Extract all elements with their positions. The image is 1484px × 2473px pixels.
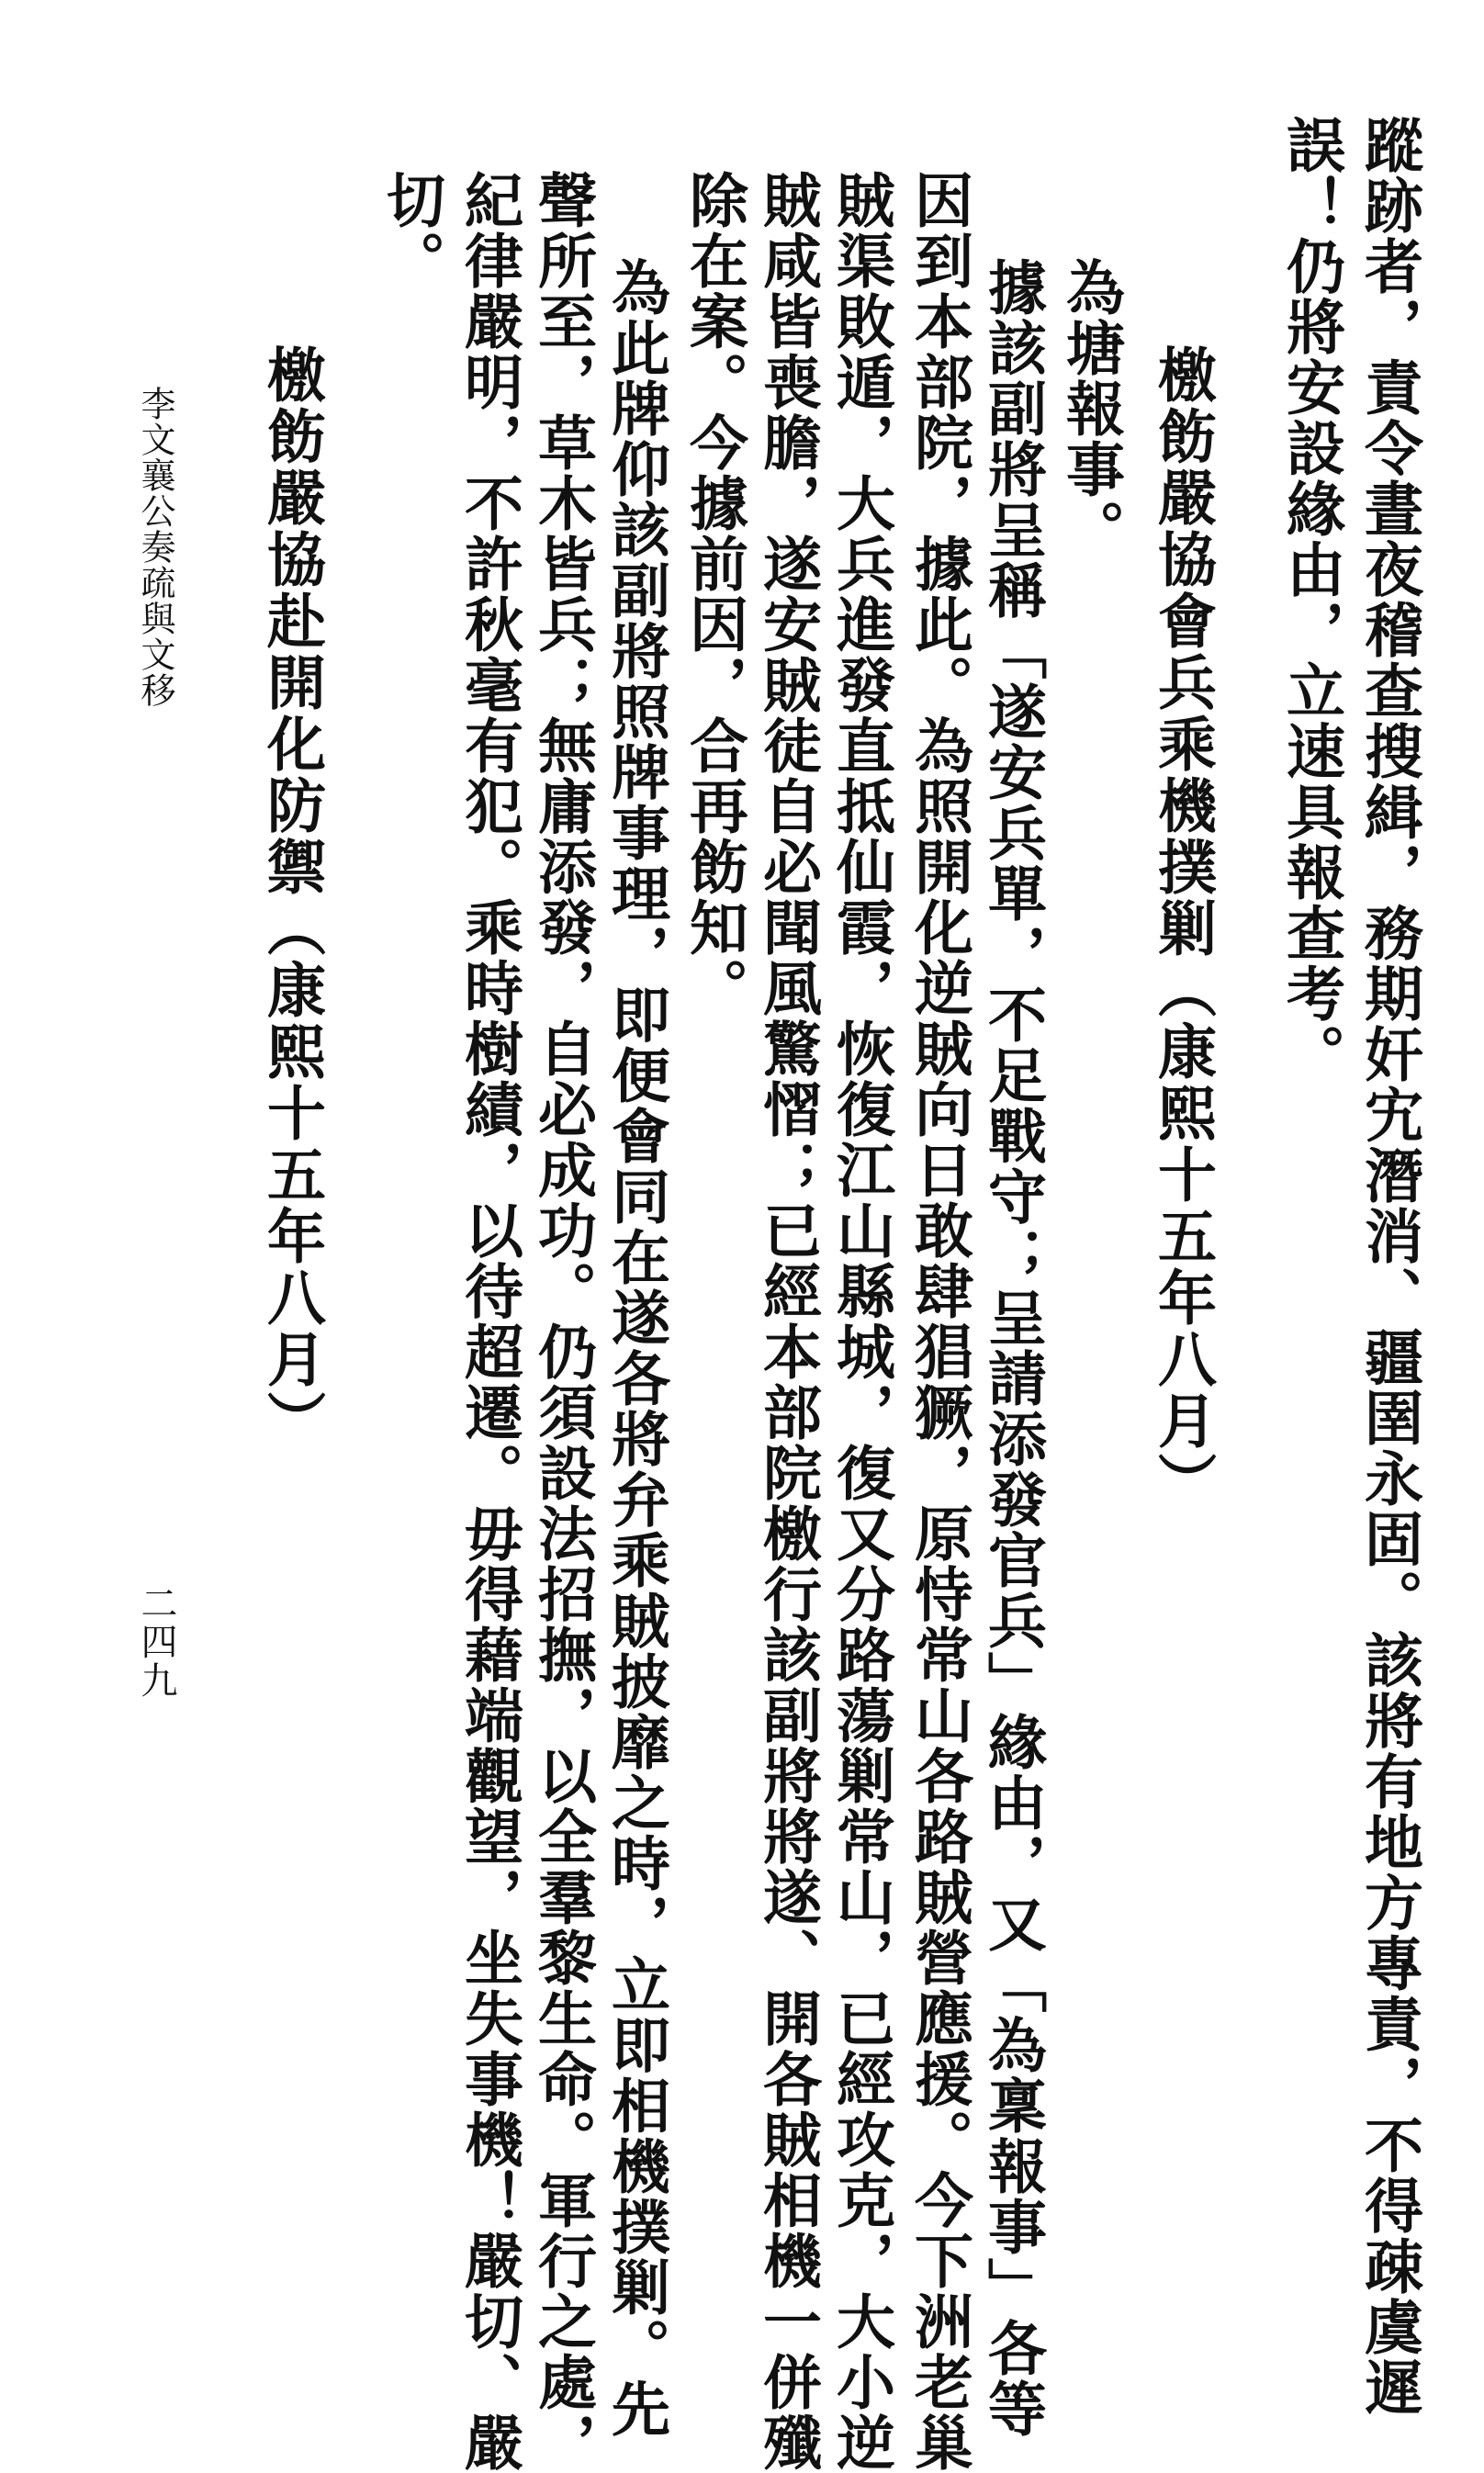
text-column-2: 誤！仍將安設緣由，立速具報查考。 — [1276, 115, 1345, 1085]
section-heading-2: 檄飭嚴協赴開化防禦（康熙十五年八月） — [257, 344, 326, 1452]
text-column-5: 因到本部院，據此。為照開化逆賊向日敢肆猖獗，原恃常山各路賊營應援。今下洲老巢 — [905, 170, 973, 2473]
text-column-4: 據該副將呈稱「遂安兵單，不足戰守；呈請添發官兵」緣由，又「為稟報事」各等 — [978, 257, 1047, 2439]
text-column-10: 聲所至，草木皆兵；無庸添發，自必成功。仍須設法招撫，以全羣黎生命。軍行之處， — [528, 170, 597, 2473]
text-column-1: 蹤跡者，責令晝夜稽查搜緝，務期奸宄潛消、疆圉永固。該將有地方專責，不得疎虞遲 — [1355, 115, 1423, 2418]
text-column-3: 為塘報事。 — [1056, 257, 1125, 560]
running-title: 李文襄公奏疏與文移 — [135, 386, 175, 708]
text-column-8: 除在案。今據前因，合再飭知。 — [680, 170, 748, 1018]
section-heading-1: 檄飭嚴協會兵乘機撲剿（康熙十五年八月） — [1148, 344, 1217, 1513]
page-number: 二四九 — [135, 1584, 177, 1700]
text-column-9: 為此牌仰該副將照牌事理，即便會同在遂各將弁乘賊披靡之時，立即相機撲剿。先 — [601, 257, 670, 2439]
text-column-6: 賊渠敗遁，大兵進發直抵仙霞，恢復江山縣城，復又分路蕩剿常山，已經攻克，大小逆 — [826, 170, 895, 2473]
text-column-12: 切。 — [377, 170, 445, 291]
text-column-7: 賊咸皆喪膽，遂安賊徒自必聞風驚慴；已經本部院檄行該副將將遂、開各賊相機一併殲 — [753, 170, 822, 2473]
text-column-11: 紀律嚴明，不許秋毫有犯。乘時樹績，以待超遷。毋得藉端觀望，坐失事機！嚴切、嚴 — [455, 170, 523, 2473]
